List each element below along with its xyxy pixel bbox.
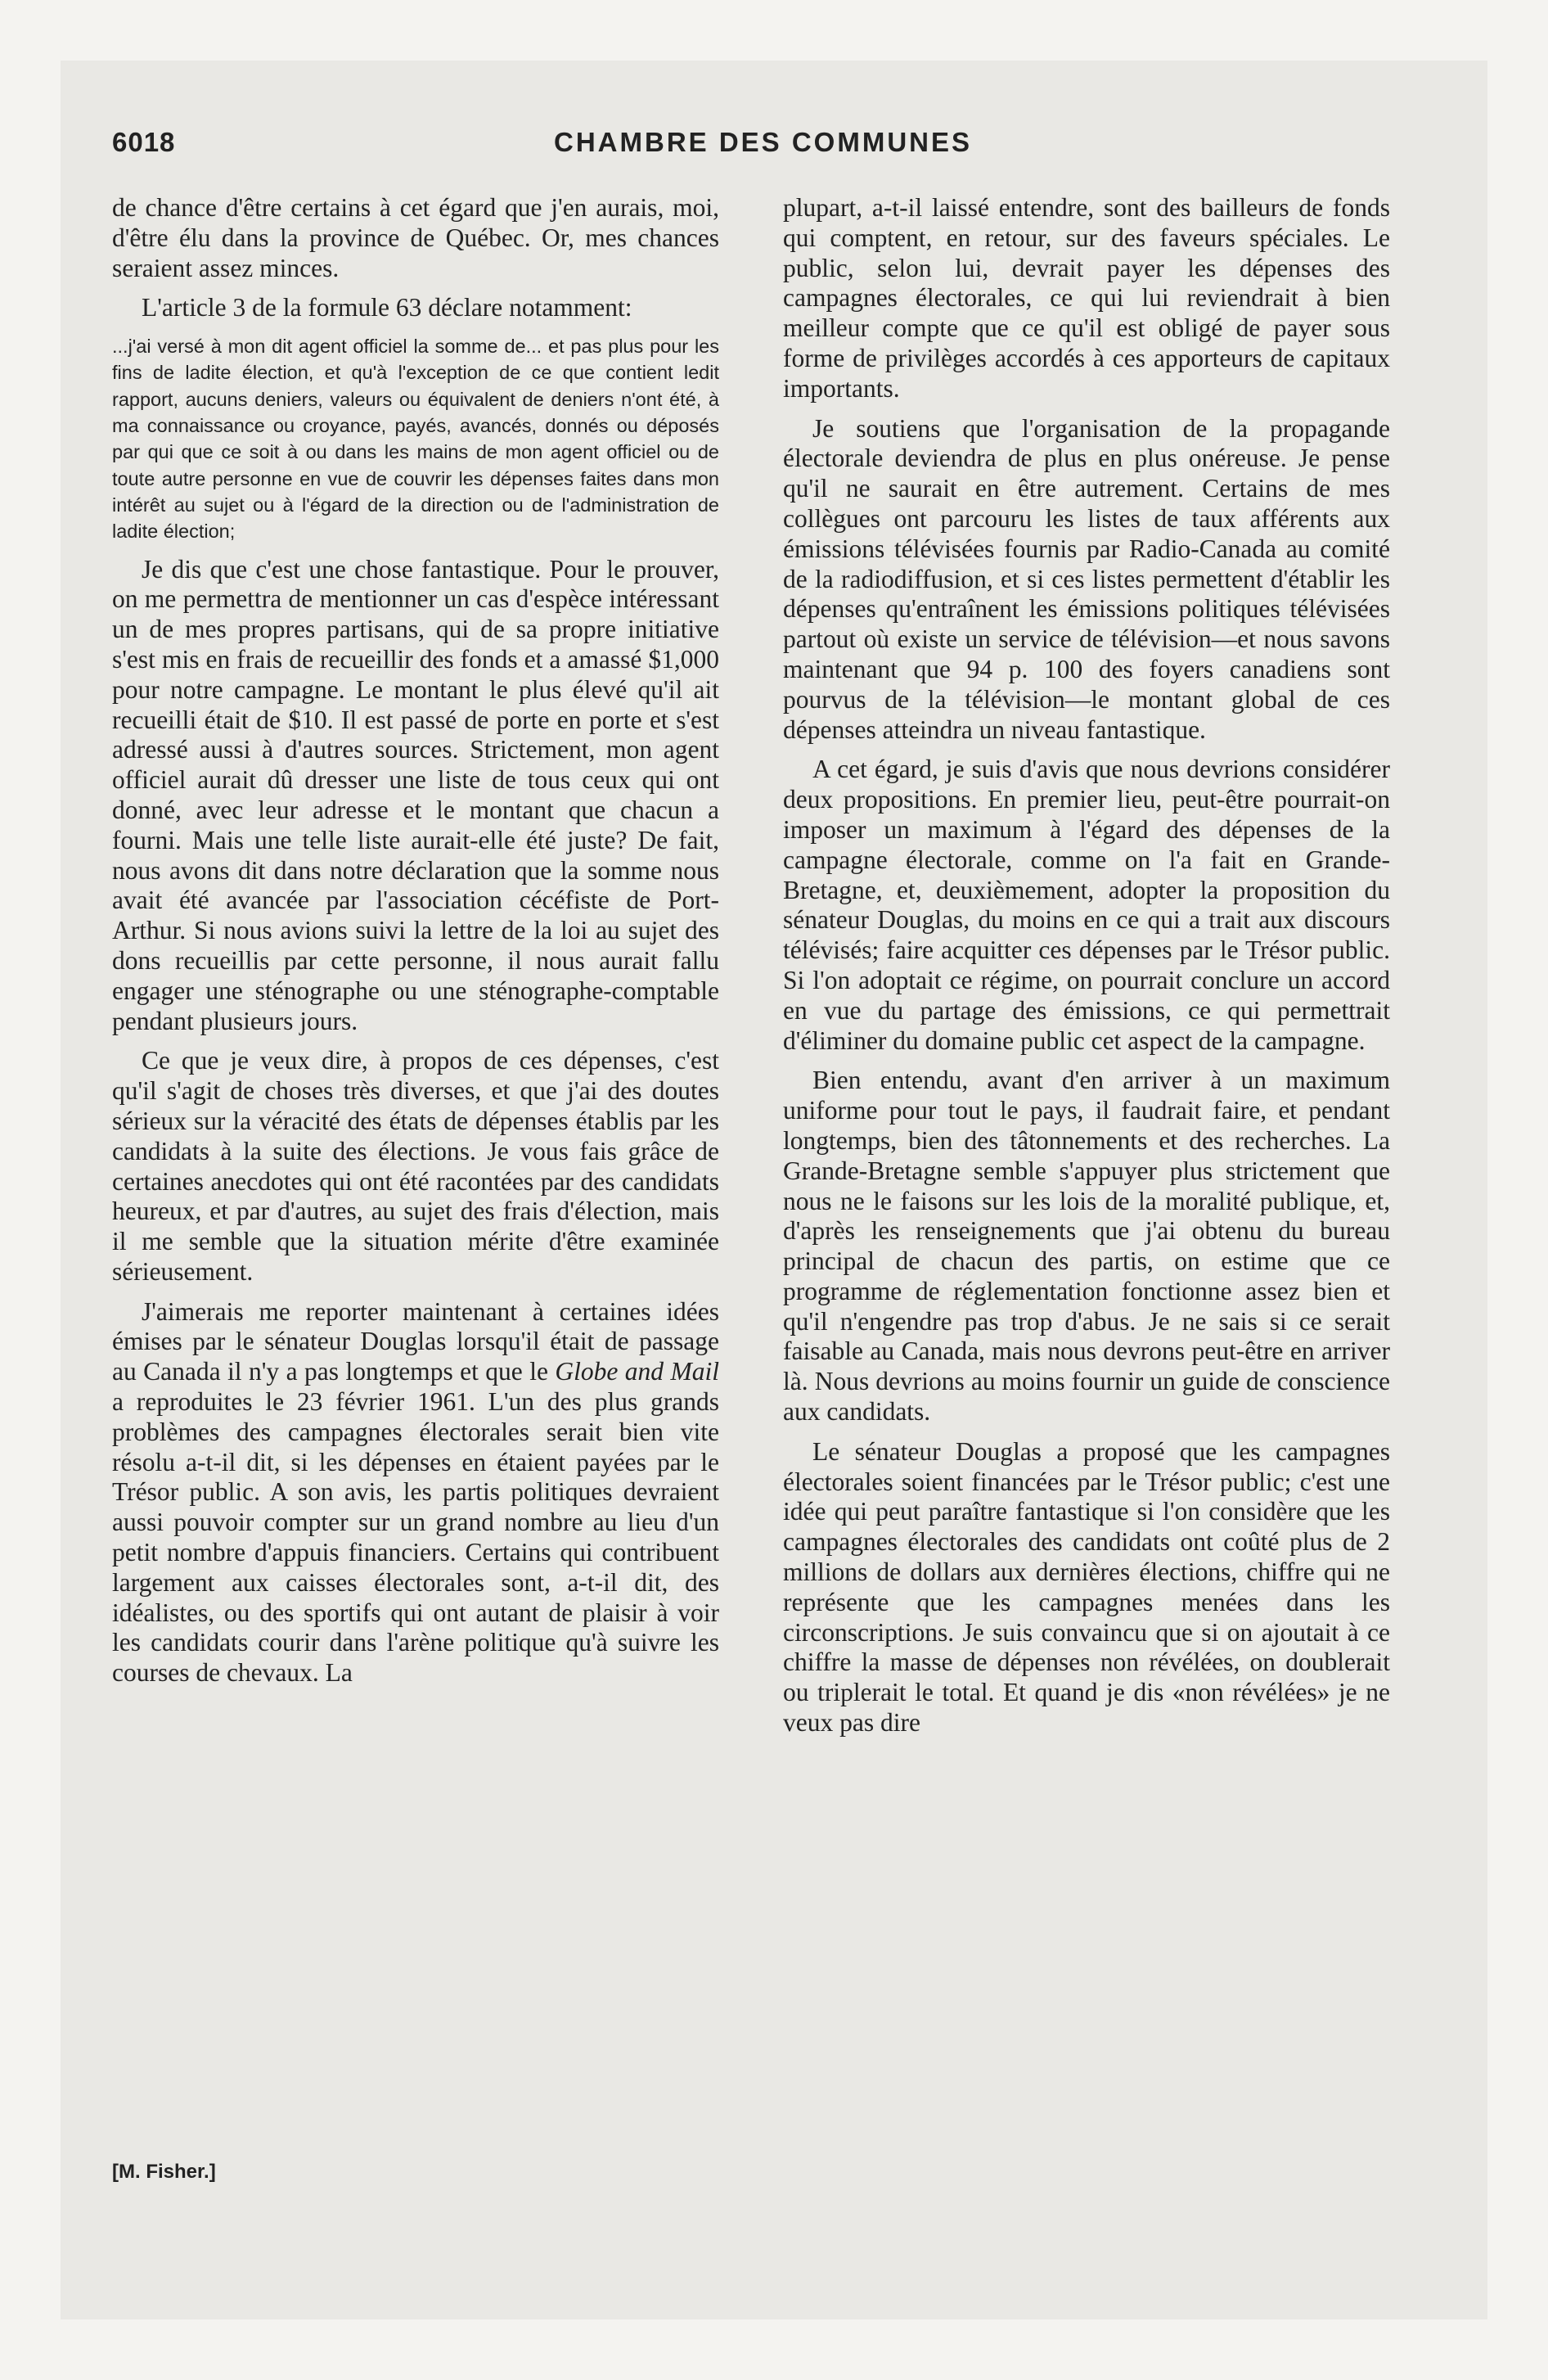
page-number: 6018 bbox=[112, 127, 176, 157]
text-run: a reproduites le 23 février 1961. L'un des plus grands problèmes des campagnes électorales serait bien vite résolu a-t-il dit, si les dépenses en étaient payées par le Trésor public. A son avis, les partis politiques devraient aussi pouvoir compter sur un grand nombre au lieu d'un petit nombre d'appuis financiers. Certains qui contribuent largement aux caisses électorales sont, a-t-il dit, des idéalistes, ou des sportifs qui ont autant de plaisir à voir les candidats courir dans l'arène politique qu'à suivre les courses de chevaux. La bbox=[112, 1387, 719, 1688]
paragraph: A cet égard, je suis d'avis que nous devrions considérer deux propositions. En premier lieu, peut-être pourrait-on imposer un maximum à l'égard des dépenses de la campagne électorale, comme on l'a fait en Grande-Bretagne, et, deuxièmement, adopter la proposition du sénateur Douglas, du moins en ce qui a trait aux discours télévisés; faire acquitter ces dépenses par le Trésor public. Si l'on adoptait ce régime, on pourrait conclure un accord en vue du partage des émissions, ce qui permettrait d'éliminer du domaine public cet aspect de la campagne. bbox=[783, 755, 1390, 1055]
text-run: J'aimerais me reporter maintenant à certaines idées émises par le sénateur Douglas lorsqu'il était de passage au Canada il n'y a pas longtemps et que le bbox=[112, 1296, 719, 1386]
page-header bbox=[112, 127, 1438, 176]
block-quote: ...j'ai versé à mon dit agent officiel la somme de... et pas plus pour les fins de ladite élection, et qu'à l'exception de ce que contient ledit rapport, aucuns deniers, valeurs ou équivalent de deniers n'ont été, à ma connaissance ou croyance, payés, avancés, donnés ou déposés par qui que ce soit à ou dans les mains de mon agent officiel ou de toute autre personne en vue de couvrir les dépenses faites dans mon intérêt au sujet ou à l'égard de la direction ou de l'administration de ladite élection; bbox=[112, 336, 719, 543]
paragraph: Je dis que c'est une chose fantastique. Pour le prouver, on me permettra de mentionner un cas d'espèce intéressant un de mes propres partisans, qui de sa propre initiative s'est mis en frais de recueillir des fonds et a amassé $1,000 pour notre campagne. Le montant le plus élevé qu'il ait recueilli était de $10. Il est passé de porte en porte et s'est adressé aussi à d'autres sources. Strictement, mon agent officiel aurait dû dresser une liste de tous ceux qui ont donné, avec leur adresse et le montant que chacun a fourni. Mais une telle liste aurait-elle été juste? De fait, nous avons dit dans notre déclaration que la somme nous avait été avancée par l'association cécéfiste de Port-Arthur. Si nous avions suivi la lettre de la loi au sujet des dons recueillis par cette personne, il nous aurait fallu engager une sténographe ou une sténographe-comptable pendant plusieurs jours. bbox=[112, 554, 719, 1035]
right-column bbox=[783, 193, 1390, 1748]
paragraph bbox=[112, 1297, 719, 1688]
speaker-footer: [M. Fisher.] bbox=[112, 2161, 216, 2183]
left-column bbox=[112, 193, 719, 1698]
paragraph: Bien entendu, avant d'en arriver à un maximum uniforme pour tout le pays, il faudrait faire, et pendant longtemps, bien des tâtonnements et des recherches. La Grande-Bretagne semble s'appuyer plus strictement que nous ne le faisons sur les lois de la moralité publique, et, d'après les renseignements que j'ai obtenu du bureau principal de chacun des partis, on estime que ce programme de réglementation fonctionne assez bien et qu'il n'engendre pas trop d'abus. Je ne sais si ce serait faisable au Canada, mais nous devrons peut-être en arriver là. Nous devrions au moins fournir un guide de conscience aux candidats. bbox=[783, 1066, 1390, 1427]
paragraph: Ce que je veux dire, à propos de ces dépenses, c'est qu'il s'agit de choses très diverses, et que j'ai des doutes sérieux sur la véracité des états de dépenses établis par les candidats à la suite des élections. Je vous fais grâce de certaines anecdotes qui ont été racontées par des candidats heureux, et par d'autres, au sujet des frais d'élection, mais il me semble que la situation mérite d'être examinée sérieusement. bbox=[112, 1046, 719, 1286]
paragraph: Le sénateur Douglas a proposé que les campagnes électorales soient financées par le Trésor public; c'est une idée qui peut paraître fantastique si l'on considère que les campagnes électorales des candidats ont coûté plus de 2 millions de dollars aux dernières élections, chiffre qui ne représente que les campagnes menées dans les circonscriptions. Je suis convaincu que si on ajoutait à ce chiffre la masse de dépenses non révélées, on doublerait ou triplerait le total. Et quand je dis «non révélées» je ne veux pas dire bbox=[783, 1436, 1390, 1738]
paragraph: plupart, a-t-il laissé entendre, sont des bailleurs de fonds qui comptent, en retour, sur des faveurs spéciales. Le public, selon lui, devrait payer les dépenses des campagnes électorales, ce qui lui reviendrait à bien meilleur compte que ce qu'il est obligé de payer sous forme de privilèges accordés à ces apporteurs de capitaux importants. bbox=[783, 193, 1390, 403]
newspaper-title: Globe and Mail bbox=[555, 1357, 719, 1386]
paragraph: L'article 3 de la formule 63 déclare notamment: bbox=[142, 293, 632, 322]
running-title: CHAMBRE DES COMMUNES bbox=[554, 127, 973, 157]
paragraph: de chance d'être certains à cet égard que j'en aurais, moi, d'être élu dans la province de Québec. Or, mes chances seraient assez minces. bbox=[112, 193, 719, 282]
paragraph: Je soutiens que l'organisation de la propagande électorale deviendra de plus en plus onéreuse. Je pense qu'il ne saurait en être autrement. Certains de mes collègues ont parcouru les listes de taux afférents aux émissions télévisées fournis par Radio-Canada au comité de la radiodiffusion, et si ces listes permettent d'établir les dépenses qu'entraînent les émissions politiques télévisées partout où existe un service de télévision—et nous savons maintenant que 94 p. 100 des foyers canadiens sont pourvus de la télévision—le montant global de ces dépenses atteindra un niveau fantastique. bbox=[783, 413, 1390, 744]
